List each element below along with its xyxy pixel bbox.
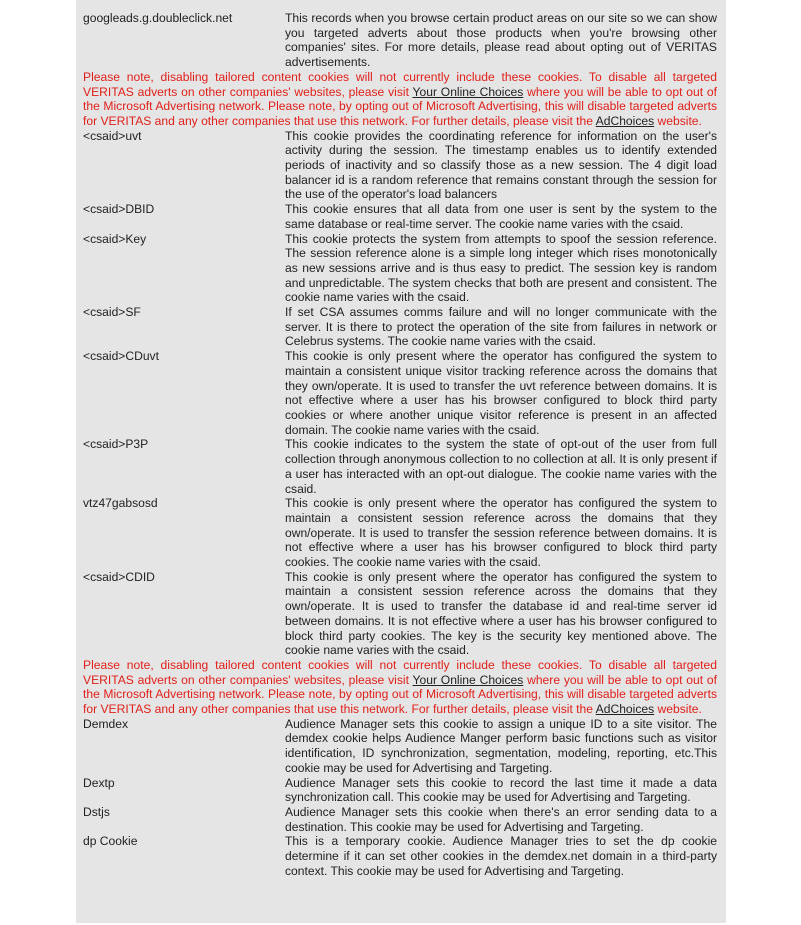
cookie-description: This records when you browse certain product areas on our site so we can show you targeted adverts about those products when you're browsing other companies' sites. For more details, please read about opting out of VERITAS advertisements. <box>285 11 717 70</box>
cookie-row <box>83 805 717 834</box>
cookie-name: <csaid>uvt <box>83 128 142 143</box>
cookie-row <box>83 570 717 658</box>
cookie-row <box>83 349 717 437</box>
cookie-name: Dstjs <box>83 804 110 819</box>
cookie-description: This cookie is only present where the operator has configured the system to maintain a consistent session reference across the domains that they own/operate. It is used to transfer the session reference between domains. It is not effective where a user has his browser configured to block third party cookies. The cookie name varies with the csaid. <box>285 496 717 570</box>
targeting-notice <box>83 70 717 129</box>
cookie-name: Demdex <box>83 716 129 731</box>
cookie-description: This cookie ensures that all data from one user is sent by the system to the same database or real-time server. The cookie name varies with the csaid. <box>285 202 717 231</box>
notice-text: Please note, disabling tailored content cookies will not currently include these cookies. To disable all targeted VERITAS adverts on other companies' websites, please visit <box>83 69 717 99</box>
cookie-row <box>83 496 717 570</box>
adchoices-link[interactable]: AdChoices <box>595 113 655 128</box>
cookie-row <box>83 776 717 805</box>
cookie-row <box>83 305 717 349</box>
notice-text: website. <box>654 702 702 717</box>
cookie-description: If set CSA assumes comms failure and will no longer communicate with the server. It is there to protect the operation of the site from failures in network or Celebrus systems. The cookie name varies with the csaid. <box>285 305 717 349</box>
notice-text: where you will be able to opt out of the Microsoft Advertising network. Please note, by opting out of Microsoft Advertising, this will disable targeted adverts for VERITAS and any other companies that use this network. For further details, please visit the <box>83 672 718 717</box>
notice-text: Please note, disabling tailored content cookies will not currently include these cookies. To disable all targeted VERITAS adverts on other companies' websites, please visit <box>83 657 717 687</box>
cookie-description: This cookie indicates to the system the state of opt-out of the user from full collection through anonymous collection to no collection at all. It is only present if a user has interacted with an opt-out dialogue. The cookie name varies with the csaid. <box>285 437 717 496</box>
cookie-name: <csaid>DBID <box>83 202 155 217</box>
cookie-name: vtz47gabsosd <box>83 496 158 511</box>
cookie-name: googleads.g.doubleclick.net <box>83 11 233 25</box>
cookie-description: Audience Manager sets this cookie when there's an error sending data to a destination. This cookie may be used for Advertising and Targeting. <box>285 804 717 834</box>
cookie-row <box>83 202 717 231</box>
cookie-description: Audience Manager sets this cookie to assign a unique ID to a site visitor. The demdex cookie helps Audience Manger perform basic functions such as visitor identification, ID synchronization, segmentation, modeling, reporting, etc.This cookie may be used for Advertising and Targeting. <box>285 716 717 775</box>
cookie-row <box>83 11 717 70</box>
cookie-name: <csaid>P3P <box>83 437 149 452</box>
cookie-table <box>83 11 717 878</box>
adchoices-link[interactable]: AdChoices <box>595 702 655 717</box>
cookie-description: This cookie is only present where the operator has configured the system to maintain a consistent unique visitor tracking reference across the domains that they own/operate. It is used to transfer the uvt reference between domains. It is not effective where a user has his browser configured to block third party cookies or where another unique visitor reference is present in an affected domain. The cookie name varies with the csaid. <box>285 349 717 437</box>
cookie-row <box>83 129 717 203</box>
cookie-name: <csaid>Key <box>83 231 147 246</box>
cookie-row <box>83 437 717 496</box>
your-online-choices-link[interactable]: Your Online Choices <box>412 672 524 687</box>
cookie-description: This is a temporary cookie. Audience Manager tries to set the dp cookie determine if it can set other cookies in the demdex.net domain in a third-party context. This cookie may be used for Advertising and Targeting. <box>285 834 717 878</box>
cookie-name: <csaid>CDID <box>83 569 155 584</box>
cookie-row <box>83 717 717 776</box>
cookie-description: This cookie protects the system from attempts to spoof the session reference. The session reference alone is a simple long integer which rises monotonically as new sessions arrive and is thus easy to predict. The session key is random and unpredictable. The system checks that both are present and consistent. The cookie name varies with the csaid. <box>285 231 717 305</box>
cookie-name: dp Cookie <box>83 834 138 849</box>
cookie-name: Dextp <box>83 775 115 790</box>
cookie-description: Audience Manager sets this cookie to record the last time it made a data synchronization call. This cookie may be used for Advertising and Targeting. <box>285 775 717 805</box>
cookie-row <box>83 834 717 878</box>
cookie-name: <csaid>CDuvt <box>83 349 159 364</box>
targeting-notice <box>83 658 717 717</box>
notice-text: where you will be able to opt out of the Microsoft Advertising network. Please note, by opting out of Microsoft Advertising, this will disable targeted adverts for VERITAS and any other companies that use this network. For further details, please visit the <box>83 84 718 128</box>
cookie-description: This cookie is only present where the operator has configured the system to maintain a consistent session reference across the domains that they own/operate. It is used to transfer the database id and real-time server id between domains. It is not effective where a user has his browser configured to block third party cookies. The key is the security key mentioned above. The cookie name varies with the csaid. <box>285 569 717 658</box>
cookie-description: This cookie provides the coordinating reference for information on the user's activity during the session. The timestamp enables us to identify extended periods of inactivity and so classify those as a new session. The 4 digit load balancer id is a random reference that remains constant through the session for the use of the operator's load balancers <box>285 128 717 202</box>
cookie-name: <csaid>SF <box>83 305 141 320</box>
your-online-choices-link[interactable]: Your Online Choices <box>412 84 524 99</box>
cookie-row <box>83 232 717 306</box>
notice-text: website. <box>654 113 702 128</box>
